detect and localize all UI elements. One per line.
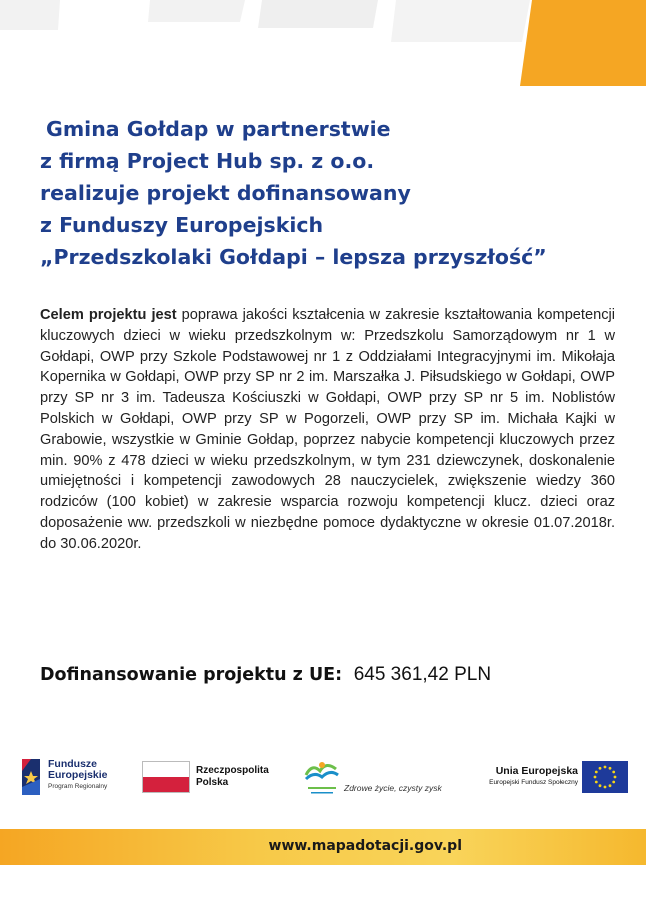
fundusze-europejskie-logo xyxy=(18,753,128,803)
fundusze-line-3: Program Regionalny xyxy=(48,783,108,790)
warmia-mazury-icon xyxy=(302,757,342,801)
eu-flag-icon xyxy=(582,761,628,793)
description-text: poprawa jakości kształcenia w zakresie kształtowania kompetencji kluczowych dzieci w wieku przedszkolnym w: Przedszkolu Samorządowym nr 1 w Gołdapi, OWP przy Szkole Podstawowej nr 1 z Oddziałami Integracyjnymi im. Mikołaja Kopernika w Gołdapi, OWP przy SP nr 2 im. Marszałka J. Piłsudskiego w Gołdapi, OWP przy SP nr 3 im. Tadeusza Kościuszki w Gołdapi, OWP przy SP nr 5 im. Noblistów Polskich w Gołdapi, OWP przy SP w Pogorzeli, OWP przy SP im. Michała Kajki w Grabowie, wszystkie w Gminie Gołdap, poprzez nabycie kompetencji kluczowych przez min. 90% z 478 dzieci w wieku przedszkolnym, w tym 231 dziewczynek, doskonalenie umiejętności i kompetencji zawodowych 28 nauczycielek, zwiększenie wiedzy 360 rodziców (100 kobiet) w zakresie wsparcia rozwoju kompetencji klucz. dzieci oraz doposażenie ww. przedszkoli w niezbędne pomoce dydaktyczne w okresie 01.07.2018r. do 30.06.2020r. xyxy=(40,307,615,552)
unia-europejska-logo xyxy=(480,761,630,809)
rzeczpospolita-polska-logo xyxy=(142,759,272,799)
eu-line-1: Unia Europejska xyxy=(495,765,578,777)
fundusze-line-2: Europejskie xyxy=(48,769,108,781)
project-heading xyxy=(40,113,620,273)
eu-funds-star-icon xyxy=(18,757,44,797)
eu-line-2: Europejski Fundusz Społeczny xyxy=(489,779,578,786)
poland-line-1: Rzeczpospolita xyxy=(196,765,269,776)
orange-accent-block xyxy=(520,0,646,86)
project-description xyxy=(40,305,615,555)
warmia-motto: Zdrowe życie, czysty zysk xyxy=(344,783,442,793)
description-lead: Celem projektu jest xyxy=(40,307,177,323)
heading-line-2: z firmą Project Hub sp. z o.o. xyxy=(40,149,375,173)
footer-url[interactable]: www.mapadotacji.gov.pl xyxy=(268,838,462,854)
funding-label: Dofinansowanie projektu z UE: xyxy=(40,665,343,685)
funding-amount: 645 361,42 PLN xyxy=(353,664,492,685)
warmia-mazury-logo xyxy=(300,757,460,803)
polish-flag-icon xyxy=(142,761,190,793)
funding-line xyxy=(40,664,491,686)
footer-bar xyxy=(0,829,646,865)
top-decoration xyxy=(0,0,646,90)
heading-line-5: „Przedszkolaki Gołdapi – lepsza przyszłość” xyxy=(40,245,547,269)
logo-strip xyxy=(0,745,646,815)
heading-line-1: Gmina Gołdap w partnerstwie xyxy=(46,117,391,141)
fundusze-line-1: Fundusze xyxy=(48,758,97,770)
poland-line-2: Polska xyxy=(196,777,229,788)
heading-line-3: realizuje projekt dofinansowany xyxy=(40,181,411,205)
heading-line-4: z Funduszy Europejskich xyxy=(40,213,324,237)
